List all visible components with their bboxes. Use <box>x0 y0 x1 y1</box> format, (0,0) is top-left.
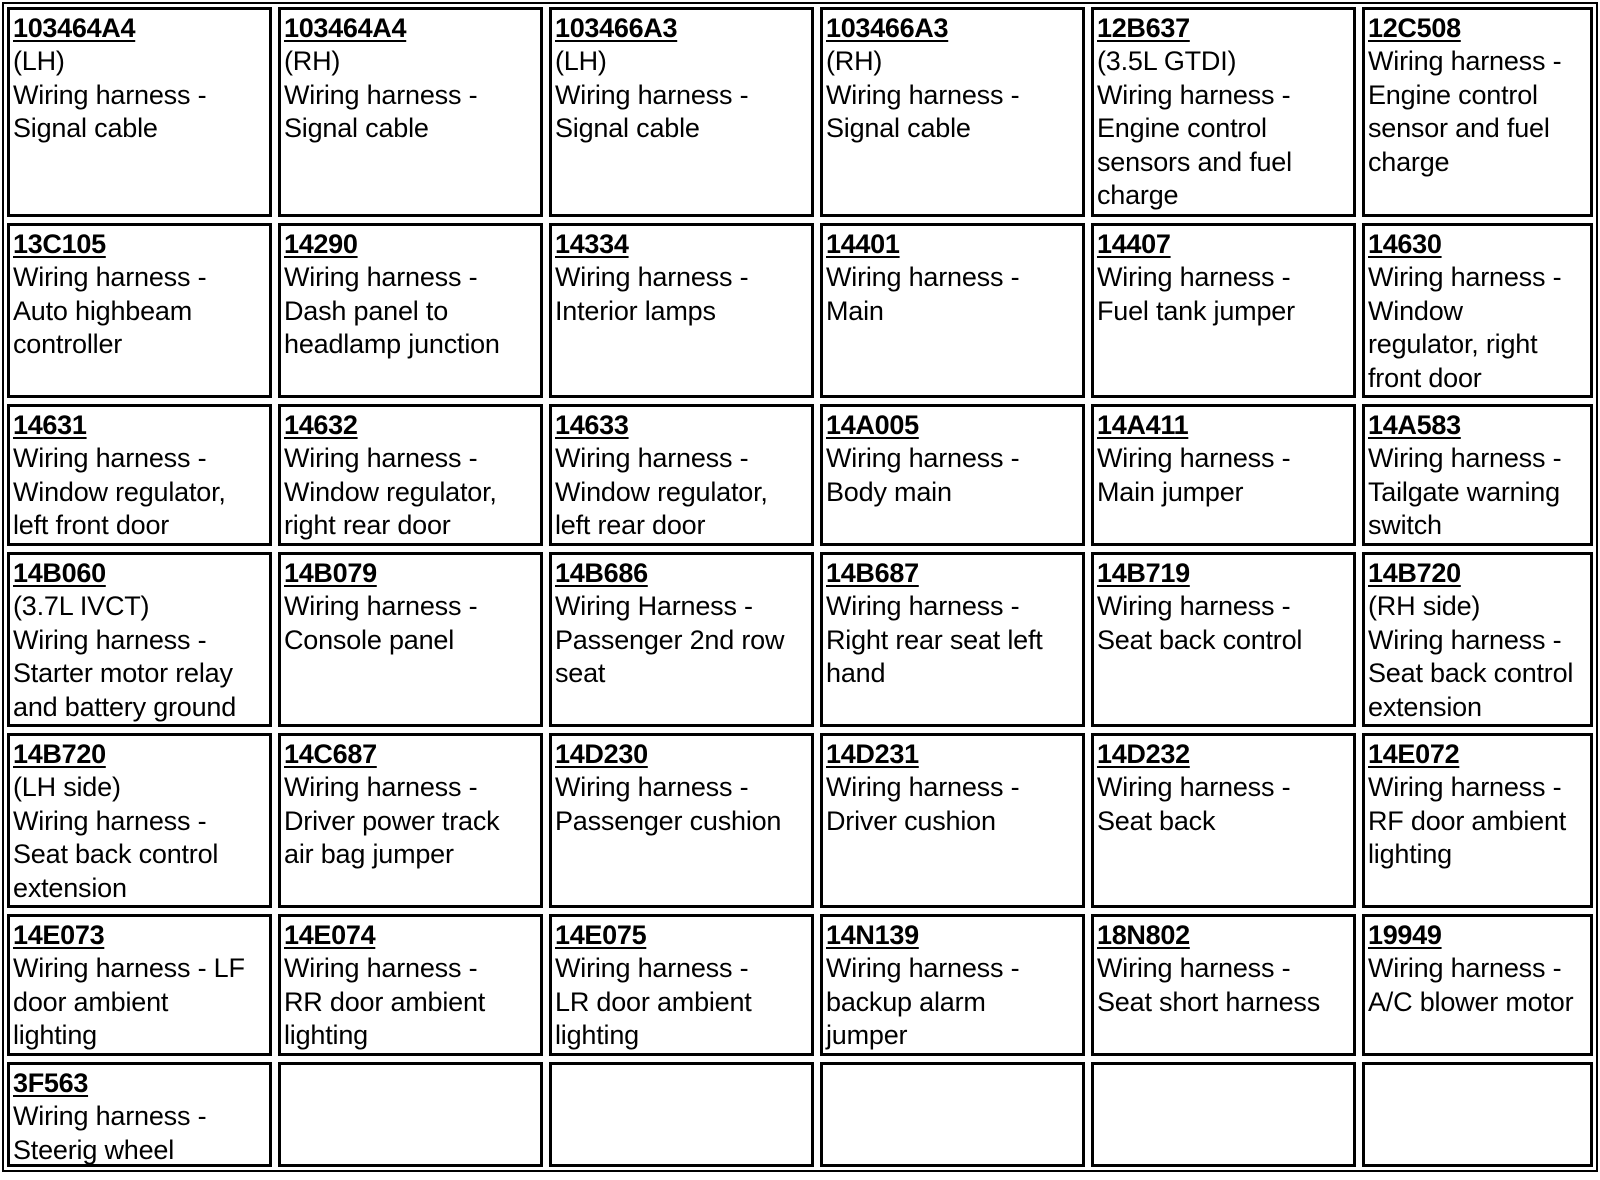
part-number: 18N802 <box>1097 920 1190 950</box>
part-number: 14E074 <box>284 920 376 950</box>
part-number: 14B720 <box>1368 558 1461 588</box>
part-description: Wiring harness - Window regulator, right front door <box>1368 262 1562 393</box>
part-cell <box>1362 7 1593 217</box>
part-cell <box>549 404 814 546</box>
part-description: Wiring harness - Main jumper <box>1097 443 1291 507</box>
part-number: 14B687 <box>826 558 919 588</box>
part-cell <box>820 733 1085 908</box>
part-cell <box>278 7 543 217</box>
part-description: Wiring harness - LF door ambient lighting <box>13 953 245 1050</box>
part-description: Wiring harness - RF door ambient lighting <box>1368 772 1567 869</box>
part-number: 14B060 <box>13 558 106 588</box>
part-description: Wiring harness - Window regulator, right rear door <box>284 443 497 540</box>
part-description: (LH side) Wiring harness - Seat back control extension <box>13 772 219 903</box>
part-cell <box>278 914 543 1056</box>
part-number: 103466A3 <box>555 13 678 43</box>
part-description: Wiring harness - Seat back <box>1097 772 1291 836</box>
part-cell <box>1362 733 1593 908</box>
part-description: Wiring harness - backup alarm jumper <box>826 953 1020 1050</box>
part-cell <box>549 733 814 908</box>
part-cell <box>549 552 814 727</box>
part-number: 14E073 <box>13 920 105 950</box>
part-number: 14D232 <box>1097 739 1190 769</box>
part-cell <box>7 404 272 546</box>
part-description: (RH) Wiring harness - Signal cable <box>284 46 478 143</box>
part-cell <box>278 552 543 727</box>
part-cell <box>7 1062 272 1167</box>
part-description: Wiring harness - Driver cushion <box>826 772 1020 836</box>
part-description: Wiring harness - Auto highbeam controller <box>13 262 207 359</box>
part-cell <box>549 7 814 217</box>
part-number: 14D230 <box>555 739 648 769</box>
part-description: Wiring harness - Driver power track air bag jumper <box>284 772 500 869</box>
part-number: 14630 <box>1368 229 1442 259</box>
part-cell <box>7 7 272 217</box>
part-number: 14B719 <box>1097 558 1190 588</box>
part-cell <box>1362 914 1593 1056</box>
part-description: Wiring harness - Passenger cushion <box>555 772 782 836</box>
parts-table <box>2 2 1598 1172</box>
empty-cell <box>820 1062 1085 1167</box>
part-description: Wiring harness - A/C blower motor <box>1368 953 1574 1017</box>
part-cell <box>1362 404 1593 546</box>
part-number: 14C687 <box>284 739 377 769</box>
part-number: 14A583 <box>1368 410 1461 440</box>
empty-cell <box>1091 1062 1356 1167</box>
part-description: Wiring harness - Console panel <box>284 591 478 655</box>
part-cell <box>7 223 272 398</box>
part-number: 103466A3 <box>826 13 949 43</box>
part-number: 3F563 <box>13 1068 89 1098</box>
part-description: Wiring harness - Seat short harness <box>1097 953 1321 1017</box>
part-description: Wiring Harness - Passenger 2nd row seat <box>555 591 785 688</box>
part-number: 19949 <box>1368 920 1442 950</box>
part-cell <box>820 223 1085 398</box>
part-description: Wiring harness - RR door ambient lighting <box>284 953 486 1050</box>
part-number: 12B637 <box>1097 13 1190 43</box>
part-number: 14290 <box>284 229 358 259</box>
empty-cell <box>549 1062 814 1167</box>
part-cell <box>1091 914 1356 1056</box>
part-description: Wiring harness - Steerig wheel <box>13 1101 207 1165</box>
part-cell <box>7 733 272 908</box>
part-description: (3.5L GTDI) Wiring harness - Engine control sensors and fuel charge <box>1097 46 1292 210</box>
part-cell <box>820 914 1085 1056</box>
part-cell <box>820 404 1085 546</box>
part-cell <box>7 914 272 1056</box>
part-description: Wiring harness - Main <box>826 262 1020 326</box>
part-number: 14E075 <box>555 920 647 950</box>
part-description: (LH) Wiring harness - Signal cable <box>555 46 749 143</box>
part-number: 14N139 <box>826 920 919 950</box>
part-cell <box>7 552 272 727</box>
part-number: 14B720 <box>13 739 106 769</box>
part-description: (LH) Wiring harness - Signal cable <box>13 46 207 143</box>
part-number: 14A005 <box>826 410 919 440</box>
part-number: 14401 <box>826 229 900 259</box>
part-number: 103464A4 <box>284 13 407 43</box>
part-number: 14633 <box>555 410 629 440</box>
part-description: (RH) Wiring harness - Signal cable <box>826 46 1020 143</box>
part-description: Wiring harness - Window regulator, left front door <box>13 443 226 540</box>
part-number: 14407 <box>1097 229 1171 259</box>
part-cell <box>278 733 543 908</box>
part-cell <box>278 223 543 398</box>
part-number: 12C508 <box>1368 13 1461 43</box>
part-number: 103464A4 <box>13 13 136 43</box>
part-description: (3.7L IVCT) Wiring harness - Starter motor relay and battery ground <box>13 591 237 722</box>
part-cell <box>1091 7 1356 217</box>
part-description: Wiring harness - Window regulator, left rear door <box>555 443 768 540</box>
part-number: 14632 <box>284 410 358 440</box>
empty-cell <box>1362 1062 1593 1167</box>
part-cell <box>1091 223 1356 398</box>
part-cell <box>1362 552 1593 727</box>
part-number: 14D231 <box>826 739 919 769</box>
part-description: Wiring harness - Seat back control <box>1097 591 1303 655</box>
part-number: 13C105 <box>13 229 106 259</box>
part-cell <box>549 223 814 398</box>
part-description: Wiring harness - Right rear seat left hand <box>826 591 1043 688</box>
part-cell <box>820 552 1085 727</box>
part-number: 14334 <box>555 229 629 259</box>
part-description: Wiring harness - Engine control sensor and fuel charge <box>1368 46 1562 177</box>
part-description: Wiring harness - LR door ambient lighting <box>555 953 752 1050</box>
part-description: Wiring harness - Body main <box>826 443 1020 507</box>
part-cell <box>1091 552 1356 727</box>
part-cell <box>278 404 543 546</box>
part-number: 14B686 <box>555 558 648 588</box>
part-cell <box>1362 223 1593 398</box>
part-description: Wiring harness - Dash panel to headlamp junction <box>284 262 500 359</box>
part-number: 14E072 <box>1368 739 1460 769</box>
part-number: 14631 <box>13 410 87 440</box>
part-cell <box>1091 404 1356 546</box>
part-description: Wiring harness - Tailgate warning switch <box>1368 443 1562 540</box>
part-cell <box>1091 733 1356 908</box>
part-cell <box>820 7 1085 217</box>
part-number: 14B079 <box>284 558 377 588</box>
empty-cell <box>278 1062 543 1167</box>
part-cell <box>549 914 814 1056</box>
part-description: Wiring harness - Fuel tank jumper <box>1097 262 1295 326</box>
part-number: 14A411 <box>1097 410 1189 440</box>
part-description: (RH side) Wiring harness - Seat back control extension <box>1368 591 1574 722</box>
part-description: Wiring harness - Interior lamps <box>555 262 749 326</box>
